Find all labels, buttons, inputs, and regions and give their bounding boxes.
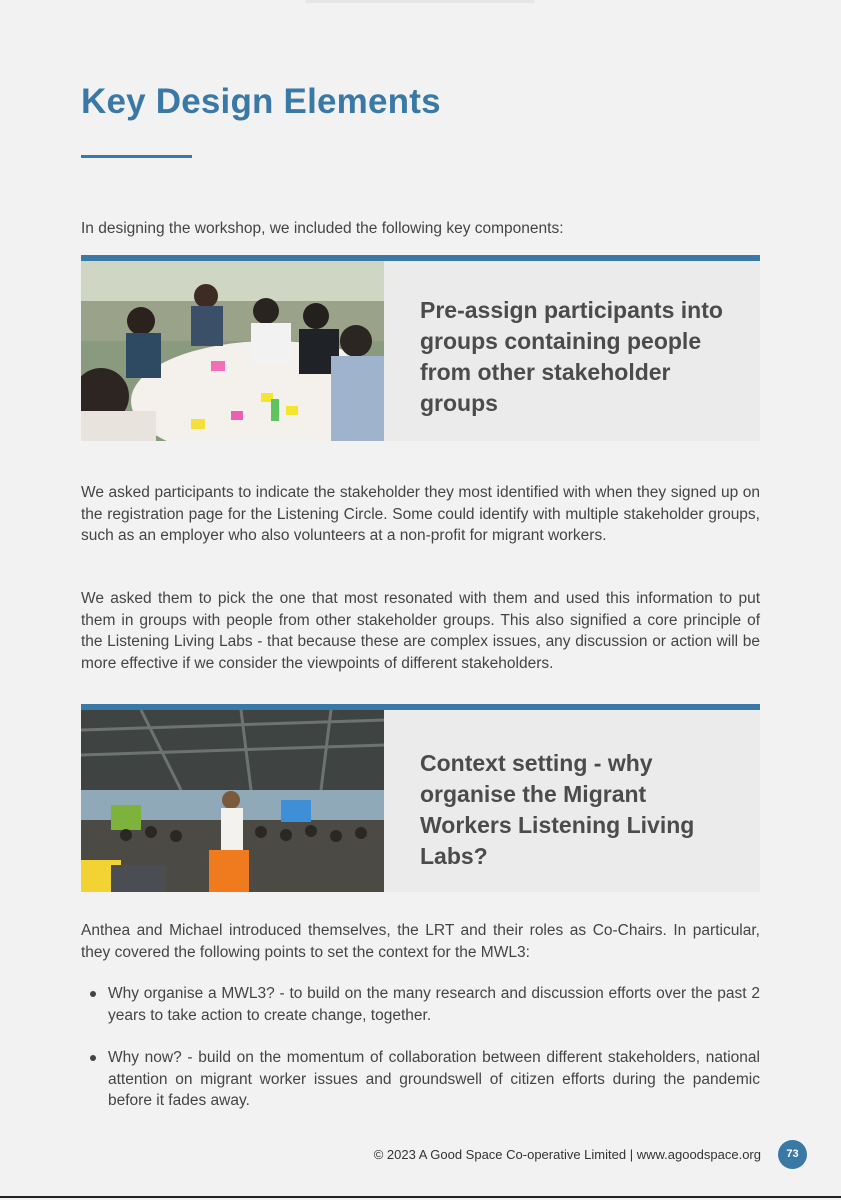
title-underline — [81, 155, 192, 158]
hall-audience-photo — [81, 710, 384, 892]
body-paragraph: We asked participants to indicate the stakeholder they most identified with when they signed up on the registration page for the Listening Circle. Some could identify with multiple stakeholder groups, such as an employer who also volunteers at a non-profit for migrant workers. — [81, 484, 760, 544]
context-bullet-list — [81, 983, 760, 1133]
list-item: Why organise a MWL3? - to build on the many research and discussion efforts over the past 2 years to take action to create change, together. — [81, 983, 760, 1026]
body-paragraph: Anthea and Michael introduced themselves, the LRT and their roles as Co-Chairs. In particular, they covered the following points to set the context for the MWL3: — [81, 922, 760, 961]
top-edge-shadow — [305, 0, 535, 3]
workshop-group-photo — [81, 261, 384, 441]
page-number-badge: 73 — [778, 1140, 807, 1169]
section-card-preassign — [81, 255, 760, 441]
section-card-context — [81, 704, 760, 892]
footer-copyright: © 2023 A Good Space Co-operative Limited | www.agoodspace.org — [373, 1147, 761, 1162]
section-heading: Pre-assign participants into groups containing people from other stakeholder groups — [420, 297, 723, 416]
bottom-divider — [0, 1196, 841, 1198]
section-heading: Context setting - why organise the Migrant Workers Listening Living Labs? — [420, 750, 695, 869]
page-title: Key Design Elements — [81, 82, 441, 121]
intro-text: In designing the workshop, we included the following key components: — [81, 219, 564, 237]
list-item: Why now? - build on the momentum of collaboration between different stakeholders, national attention on migrant worker issues and groundswell of citizen efforts during the pandemic before it fades away. — [81, 1047, 760, 1112]
body-paragraph: We asked them to pick the one that most resonated with them and used this information to put them in groups with people from other stakeholder groups. This also signified a core principle of the Listening Living Labs - that because these are complex issues, any discussion or action will be more effective if we consider the viewpoints of different stakeholders. — [81, 590, 760, 672]
